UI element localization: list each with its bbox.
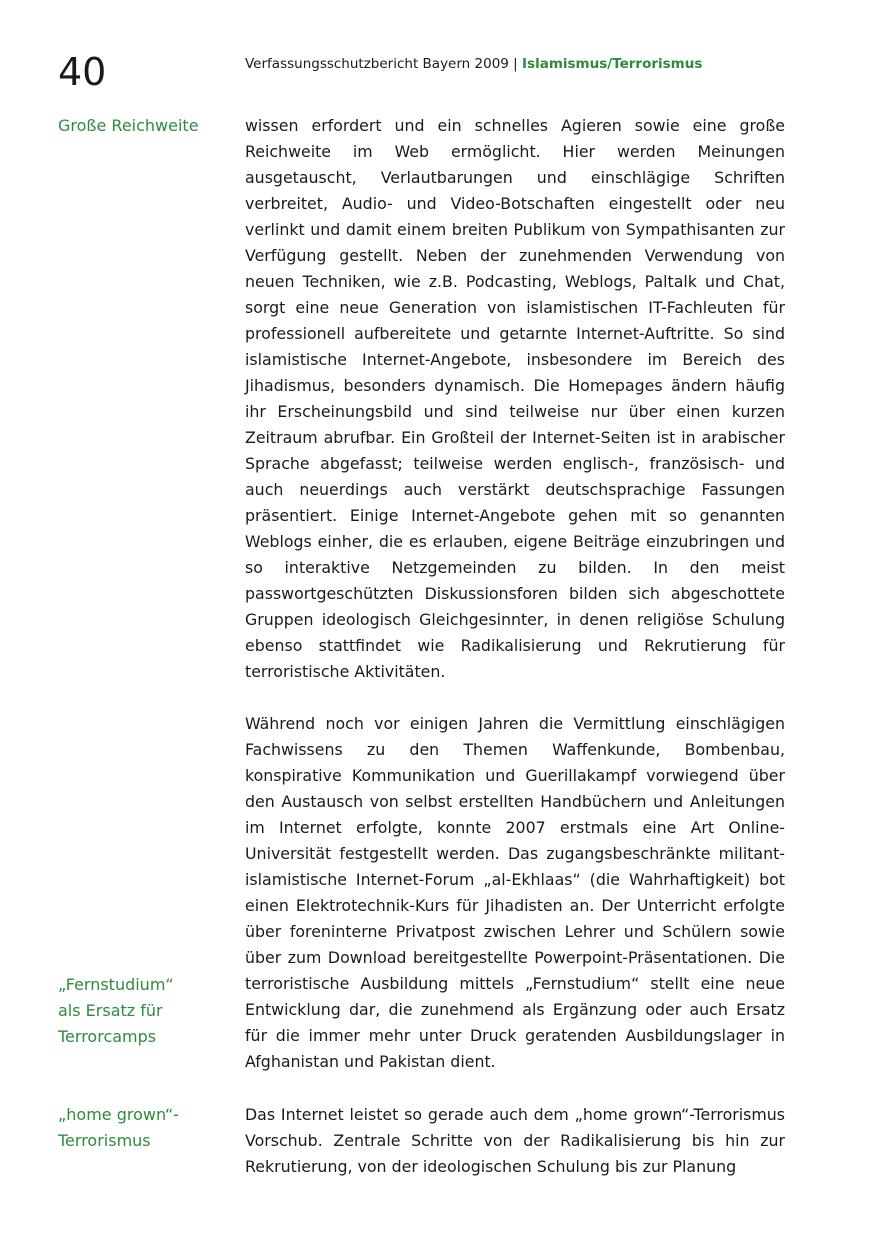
publication-title: Verfassungsschutzbericht Bayern 2009 [245,56,509,72]
margin-note-grosse-reichweite: Große Reichweite [58,116,199,135]
margin-note-home-grown: „home grown“-Terrorismus [58,1105,180,1150]
body-paragraph-3: Das Internet leistet so gerade auch dem „home grown“-Terrorismus Vorschub. Zentrale Schritte von der Radikalisierung bis hin zur Rekrutierung, von der ideologischen Schulung bis zur Planung [245,1105,785,1176]
running-header [245,55,702,73]
body-paragraph-2: Während noch vor einigen Jahren die Vermittlung einschlägigen Fachwissens zu den Themen Waffenkunde, Bombenbau, konspirative Kommunikation und Guerillakampf vorwiegend über den Austausch von selbst erstellten Handbüchern und Anleitungen im Internet erfolgte, konnte 2007 erstmals eine Art Online-Universität festgestellt werden. Das zugangsbeschränkte militant-islamistische Internet-Forum „al-Ekhlaas“ (die Wahrhaftigkeit) bot einen Elektrotechnik-Kurs für Jihadisten an. Der Unterricht erfolgte über foreninterne Privatpost zwischen Lehrer und Schülern sowie über zum Download bereitgestellte Powerpoint-Präsentationen. Die terroristische Ausbildung mittels „Fernstudium“ stellt eine neue Entwicklung dar, die zunehmend als Ergänzung oder auch Ersatz für die immer mehr unter Druck geratenden Ausbildungslager in Afghanistan und Pakistan dient. [245,714,785,1071]
section-title: Islamismus/Terrorismus [522,56,703,72]
header-separator: | [508,56,523,72]
margin-note-fernstudium: „Fernstudium“ als Ersatz für Terrorcamps [58,975,174,1046]
body-paragraph-1: wissen erfordert und ein schnelles Agieren sowie eine große Reichweite im Web ermöglicht. Hier werden Meinungen ausgetauscht, Verlautbarungen und einschlägige Schriften verbreitet, Audio- und Video-Botschaften eingestellt oder neu verlinkt und damit einem breiten Publikum von Sympathisanten zur Verfügung gestellt. Neben der zunehmenden Verwendung von neuen Techniken, wie z.B. Podcasting, Weblogs, Paltalk und Chat, sorgt eine neue Generation von islamistischen IT-Fachleuten für professionell aufbereitete und getarnte Internet-Auftritte. So sind islamistische Internet-Angebote, insbesondere im Bereich des Jihadismus, besonders dynamisch. Die Homepages ändern häufig ihr Erscheinungsbild und sind teilweise nur über einen kurzen Zeitraum abrufbar. Ein Großteil der Internet-Seiten ist in arabischer Sprache abgefasst; teilweise werden englisch-, französisch- und auch neuerdings auch verstärkt deutschsprachige Fassungen präsentiert. Einige Internet-Angebote gehen mit so genannten Weblogs einher, die es erlauben, eigene Beiträge einzubringen und so interaktive Netzgemeinden zu bilden. In den meist passwortgeschützten Diskussionsforen bilden sich abgeschottete Gruppen ideologisch Gleichgesinnter, in denen religiöse Schulung ebenso stattfindet wie Radikalisierung und Rekrutierung für terroristische Aktivitäten. [245,116,785,681]
page-number: 40 [58,50,107,94]
